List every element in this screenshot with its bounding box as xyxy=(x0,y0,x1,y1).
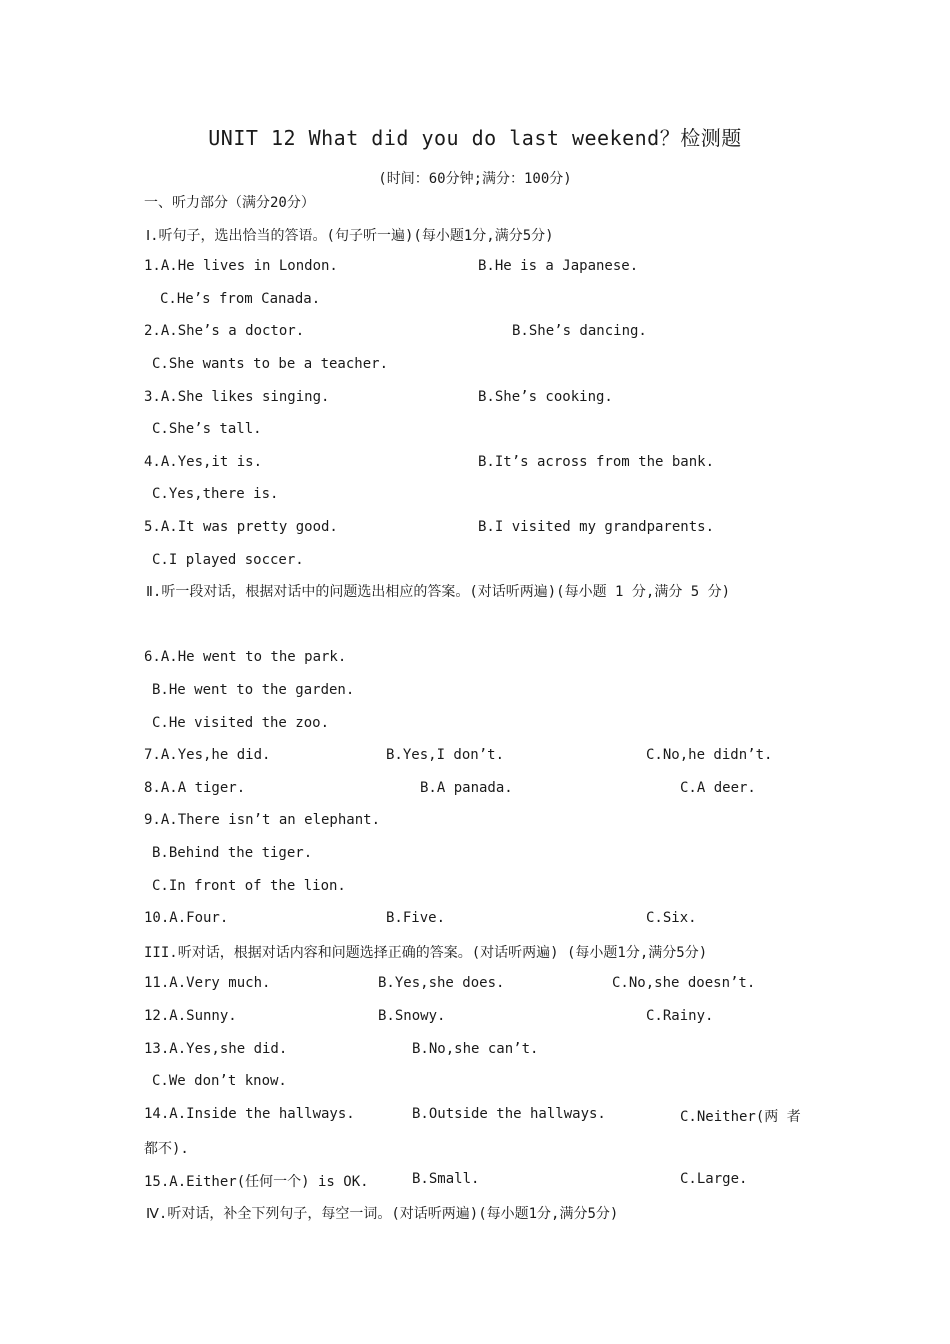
question-15 xyxy=(144,1171,844,1191)
q3-option-c: C.She’s tall. xyxy=(152,421,262,437)
q6-option-b: B.He went to the garden. xyxy=(152,682,355,698)
q11-option-a: 11.A.Very much. xyxy=(144,975,271,991)
question-1 xyxy=(144,258,844,278)
q13-option-b: B.No,she can’t. xyxy=(412,1041,539,1057)
q1-option-a: 1.A.He lives in London. xyxy=(144,258,338,274)
q9-option-b: B.Behind the tiger. xyxy=(152,845,313,861)
page-subtitle: (时间：60分钟;满分：100分) xyxy=(378,171,572,187)
q9-option-a: 9.A.There isn’t an elephant. xyxy=(144,812,381,828)
q15-option-a: 15.A.Either(任何一个) is OK. xyxy=(144,1174,369,1190)
question-8 xyxy=(144,780,844,800)
q15-option-c: C.Large. xyxy=(680,1171,748,1187)
q10-option-a: 10.A.Four. xyxy=(144,910,229,926)
q7-option-a: 7.A.Yes,he did. xyxy=(144,747,271,763)
q13-option-a: 13.A.Yes,she did. xyxy=(144,1041,288,1057)
q4-option-c: C.Yes,there is. xyxy=(152,486,279,502)
q11-option-b: B.Yes,she does. xyxy=(378,975,505,991)
q1-option-c: C.He’s from Canada. xyxy=(160,291,321,307)
q13-option-c: C.We don’t know. xyxy=(152,1073,287,1089)
question-4 xyxy=(144,454,844,474)
q2-option-a: 2.A.She’s a doctor. xyxy=(144,323,305,339)
q4-option-b: B.It’s across from the bank. xyxy=(478,454,715,470)
question-10 xyxy=(144,910,844,930)
q8-option-c: C.A deer. xyxy=(680,780,756,796)
q5-option-a: 5.A.It was pretty good. xyxy=(144,519,338,535)
q10-option-b: B.Five. xyxy=(386,910,446,926)
q7-option-c: C.No,he didn’t. xyxy=(646,747,773,763)
q6-option-a: 6.A.He went to the park. xyxy=(144,649,347,665)
section1-heading: Ⅰ.听句子，选出恰当的答语。(句子听一遍)(每小题1分,满分5分) xyxy=(146,228,554,244)
question-11 xyxy=(144,975,844,995)
q12-option-b: B.Snowy. xyxy=(378,1008,446,1024)
q4-option-a: 4.A.Yes,it is. xyxy=(144,454,263,470)
q8-option-b: B.A panada. xyxy=(420,780,513,796)
question-5 xyxy=(144,519,844,539)
q6-option-c: C.He visited the zoo. xyxy=(152,715,330,731)
q3-option-a: 3.A.She likes singing. xyxy=(144,389,330,405)
q1-option-b: B.He is a Japanese. xyxy=(478,258,639,274)
question-14 xyxy=(144,1106,844,1126)
q9-option-c: C.In front of the lion. xyxy=(152,878,346,894)
q10-option-c: C.Six. xyxy=(646,910,697,926)
q14-option-a: 14.A.Inside the hallways. xyxy=(144,1106,355,1122)
page-title: UNIT 12 What did you do last weekend？检测题 xyxy=(208,126,742,150)
q5-option-b: B.I visited my grandparents. xyxy=(478,519,715,535)
q2-option-c: C.She wants to be a teacher. xyxy=(152,356,389,372)
q11-option-c: C.No,she doesn’t. xyxy=(612,975,756,991)
question-7 xyxy=(144,747,844,767)
q15-option-b: B.Small. xyxy=(412,1171,480,1187)
q14-option-c: C.Neither(两 者 xyxy=(680,1109,801,1125)
question-2 xyxy=(144,323,844,343)
q12-option-c: C.Rainy. xyxy=(646,1008,714,1024)
q7-option-b: B.Yes,I don’t. xyxy=(386,747,505,763)
question-12 xyxy=(144,1008,844,1028)
question-3 xyxy=(144,389,844,409)
q14-option-b: B.Outside the hallways. xyxy=(412,1106,606,1122)
part1-heading: 一、听力部分（满分20分） xyxy=(144,195,315,211)
question-13 xyxy=(144,1041,844,1061)
q14-option-c-cont: 都不). xyxy=(144,1141,189,1157)
q12-option-a: 12.A.Sunny. xyxy=(144,1008,237,1024)
section4-heading: Ⅳ.听对话，补全下列句子，每空一词。(对话听两遍)(每小题1分,满分5分) xyxy=(146,1206,619,1222)
section2-heading: Ⅱ.听一段对话，根据对话中的问题选出相应的答案。(对话听两遍)(每小题 1 分,满分 5 分) xyxy=(146,584,731,600)
q2-option-b: B.She’s dancing. xyxy=(512,323,647,339)
q5-option-c: C.I played soccer. xyxy=(152,552,304,568)
q3-option-b: B.She’s cooking. xyxy=(478,389,613,405)
q8-option-a: 8.A.A tiger. xyxy=(144,780,246,796)
section3-heading: III.听对话，根据对话内容和问题选择正确的答案。(对话听两遍) (每小题1分,满分5分) xyxy=(144,945,708,961)
